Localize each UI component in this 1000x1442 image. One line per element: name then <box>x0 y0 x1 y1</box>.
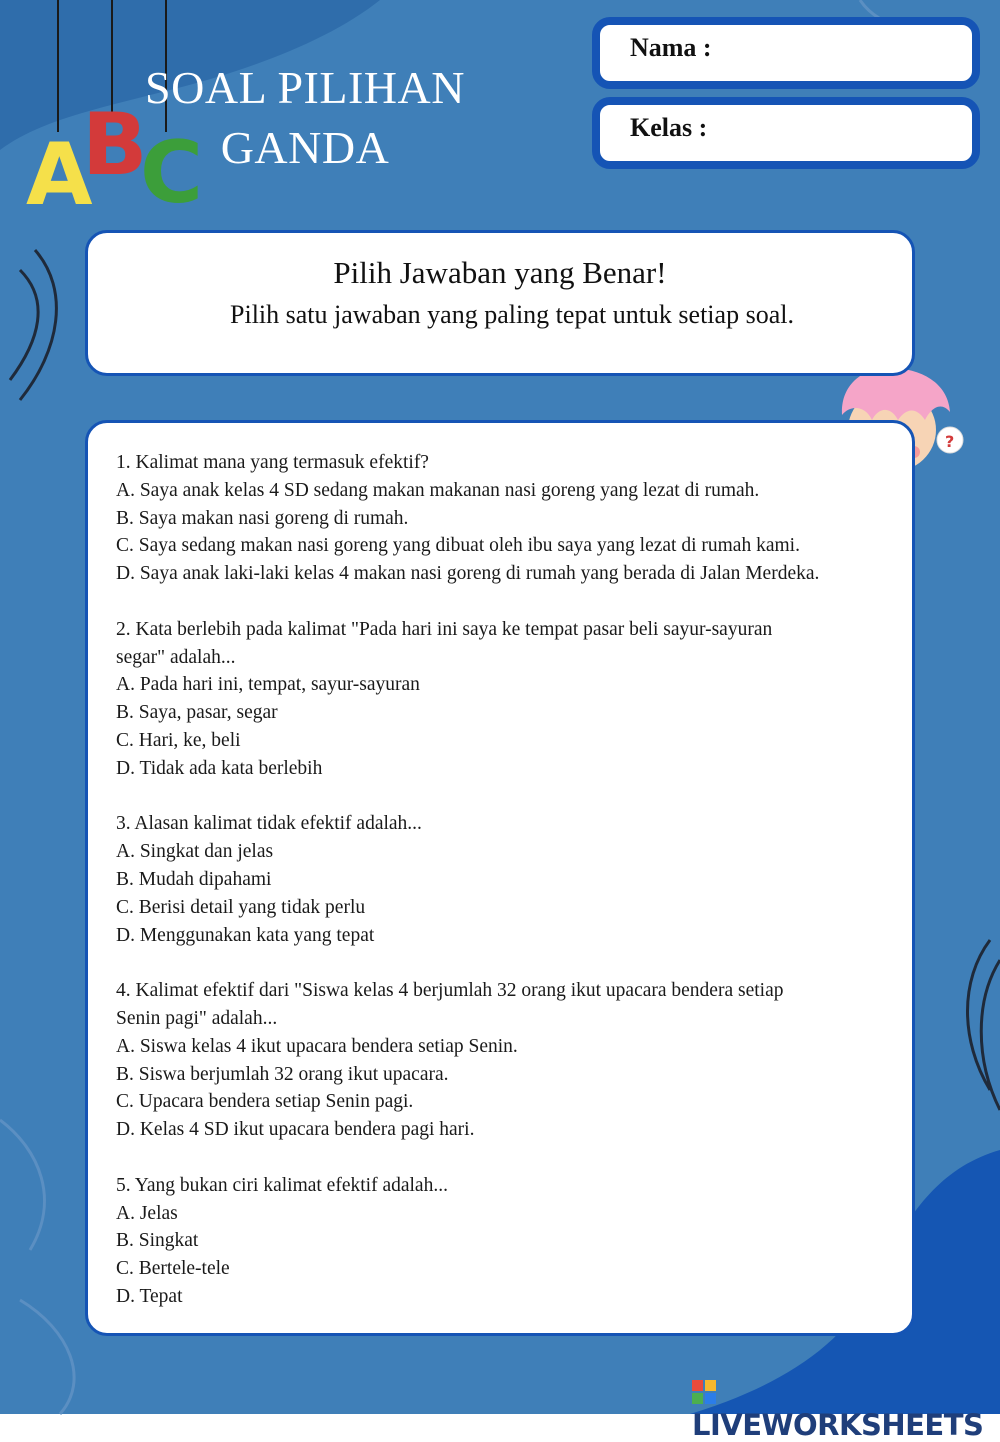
letter-a-decoration: A <box>26 132 93 218</box>
instruction-title: Pilih Jawaban yang Benar! <box>88 253 912 293</box>
question-4 <box>116 977 892 1144</box>
liveworksheets-logo-icon <box>692 1380 716 1404</box>
answer-option[interactable]: A. Siswa kelas 4 ikut upacara bendera setiap Senin. <box>116 1033 892 1061</box>
answer-option[interactable]: B. Singkat <box>116 1227 892 1255</box>
left-faint-swirl <box>0 1120 74 1414</box>
title-line-1: SOAL PILIHAN <box>120 58 490 118</box>
questions-box <box>85 420 915 1336</box>
question-text: 5. Yang bukan ciri kalimat efektif adalah... <box>116 1172 892 1200</box>
question-text: 3. Alasan kalimat tidak efektif adalah... <box>116 810 892 838</box>
answer-option[interactable]: C. Bertele-tele <box>116 1255 892 1283</box>
question-text: 1. Kalimat mana yang termasuk efektif? <box>116 449 892 477</box>
instruction-box <box>85 230 915 376</box>
answer-option[interactable]: C. Berisi detail yang tidak perlu <box>116 894 892 922</box>
question-text-continued: Senin pagi" adalah... <box>116 1005 892 1033</box>
class-label: Kelas : <box>630 113 707 142</box>
question-5 <box>116 1172 892 1311</box>
answer-option[interactable]: B. Saya, pasar, segar <box>116 699 892 727</box>
liveworksheets-watermark[interactable] <box>692 1374 1000 1442</box>
letter-b-decoration: B <box>82 102 148 188</box>
svg-text:?: ? <box>945 432 954 451</box>
answer-option[interactable]: D. Tidak ada kata berlebih <box>116 755 892 783</box>
class-field[interactable] <box>592 97 980 169</box>
right-swirl <box>968 940 1000 1110</box>
answer-option[interactable]: A. Pada hari ini, tempat, sayur-sayuran <box>116 671 892 699</box>
answer-option[interactable]: C. Hari, ke, beli <box>116 727 892 755</box>
answer-option[interactable]: A. Saya anak kelas 4 SD sedang makan makanan nasi goreng yang lezat di rumah. <box>116 477 892 505</box>
instruction-subtitle: Pilih satu jawaban yang paling tepat untuk setiap soal. <box>88 297 912 333</box>
answer-option[interactable]: D. Menggunakan kata yang tepat <box>116 922 892 950</box>
answer-option[interactable]: A. Singkat dan jelas <box>116 838 892 866</box>
answer-option[interactable]: B. Saya makan nasi goreng di rumah. <box>116 505 892 533</box>
answer-option[interactable]: D. Saya anak laki-laki kelas 4 makan nasi goreng di rumah yang berada di Jalan Merdeka. <box>116 560 892 588</box>
name-label: Nama : <box>630 33 712 62</box>
question-1 <box>116 449 892 588</box>
question-3 <box>116 810 892 949</box>
answer-option[interactable]: B. Siswa berjumlah 32 orang ikut upacara. <box>116 1061 892 1089</box>
answer-option[interactable]: A. Jelas <box>116 1200 892 1228</box>
answer-option[interactable]: B. Mudah dipahami <box>116 866 892 894</box>
watermark-text: LIVEWORKSHEETS <box>692 1408 983 1442</box>
left-swirl <box>10 250 56 400</box>
question-text: 2. Kata berlebih pada kalimat "Pada hari ini saya ke tempat pasar beli sayur-sayuran <box>116 616 892 644</box>
name-field[interactable] <box>592 17 980 89</box>
answer-option[interactable]: D. Kelas 4 SD ikut upacara bendera pagi hari. <box>116 1116 892 1144</box>
answer-option[interactable]: C. Upacara bendera setiap Senin pagi. <box>116 1088 892 1116</box>
question-text: 4. Kalimat efektif dari "Siswa kelas 4 berjumlah 32 orang ikut upacara bendera setiap <box>116 977 892 1005</box>
answer-option[interactable]: D. Tepat <box>116 1283 892 1311</box>
worksheet-title <box>120 58 490 178</box>
title-line-2: GANDA <box>120 118 490 178</box>
question-text-continued: segar" adalah... <box>116 644 892 672</box>
answer-option[interactable]: C. Saya sedang makan nasi goreng yang dibuat oleh ibu saya yang lezat di rumah kami. <box>116 532 892 560</box>
letter-c-decoration: C <box>140 130 203 216</box>
question-2 <box>116 616 892 783</box>
